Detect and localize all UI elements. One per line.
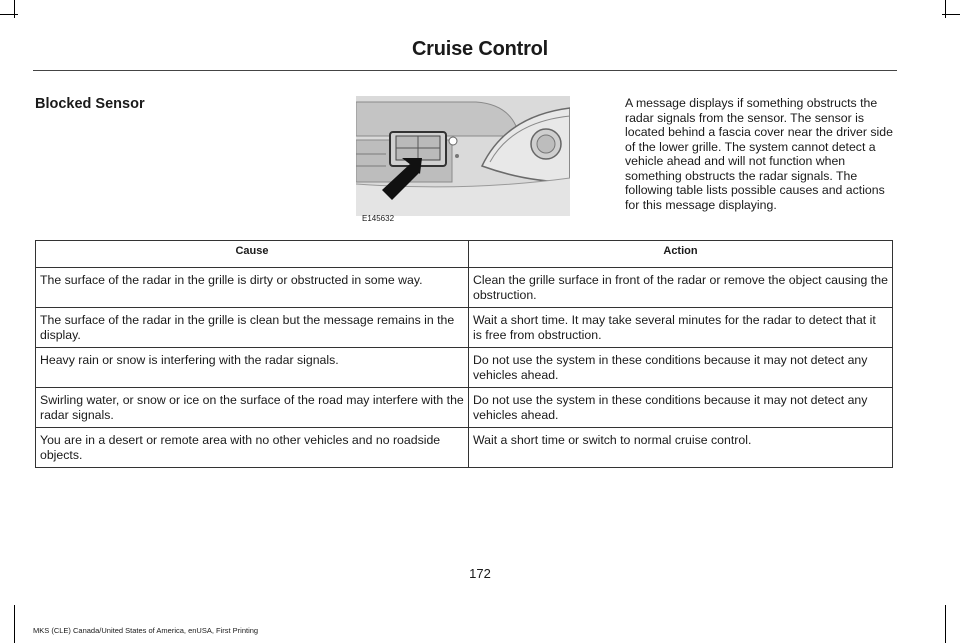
table-row: [36, 268, 893, 308]
section-heading: Blocked Sensor: [35, 96, 145, 112]
page-number: 172: [469, 566, 491, 581]
cause-cell: The surface of the radar in the grille is clean but the message remains in the display.: [36, 308, 469, 348]
crop-mark: [0, 14, 18, 15]
radar-sensor-illustration: [356, 96, 570, 216]
cause-cell: The surface of the radar in the grille is dirty or obstructed in some way.: [36, 268, 469, 308]
crop-mark: [942, 14, 960, 15]
crop-mark: [945, 0, 946, 18]
action-cell: Clean the grille surface in front of the radar or remove the object causing the obstruction.: [469, 268, 893, 308]
figure-code: E145632: [362, 214, 395, 223]
column-header-action: Action: [469, 241, 893, 268]
header-divider: [33, 70, 897, 71]
crop-mark: [14, 605, 15, 643]
causes-actions-table: [35, 240, 893, 468]
page-title: Cruise Control: [411, 38, 549, 60]
table-header-row: [36, 241, 893, 268]
cause-cell: Heavy rain or snow is interfering with the radar signals.: [36, 348, 469, 388]
action-cell: Wait a short time. It may take several minutes for the radar to detect that it is free from obstruction.: [469, 308, 893, 348]
column-header-cause: Cause: [36, 241, 469, 268]
table-row: [36, 388, 893, 428]
table-row: [36, 348, 893, 388]
crop-mark: [14, 0, 15, 18]
print-info: MKS (CLE) Canada/United States of America, enUSA, First Printing: [33, 626, 259, 635]
intro-paragraph: A message displays if something obstructs the radar signals from the sensor. The sensor is located behind a fascia cover near the driver side of the lower grille. The system cannot detect a vehicle ahead and will not function when something obstructs the radar signals. The following table lists possible causes and actions for this message displaying.: [625, 96, 893, 212]
cause-cell: You are in a desert or remote area with no other vehicles and no roadside objects.: [36, 428, 469, 468]
table-row: [36, 428, 893, 468]
action-cell: Do not use the system in these conditions because it may not detect any vehicles ahead.: [469, 388, 893, 428]
table-row: [36, 308, 893, 348]
action-cell: Do not use the system in these conditions because it may not detect any vehicles ahead.: [469, 348, 893, 388]
crop-mark: [945, 605, 946, 643]
action-cell: Wait a short time or switch to normal cruise control.: [469, 428, 893, 468]
cause-cell: Swirling water, or snow or ice on the surface of the road may interfere with the radar signals.: [36, 388, 469, 428]
